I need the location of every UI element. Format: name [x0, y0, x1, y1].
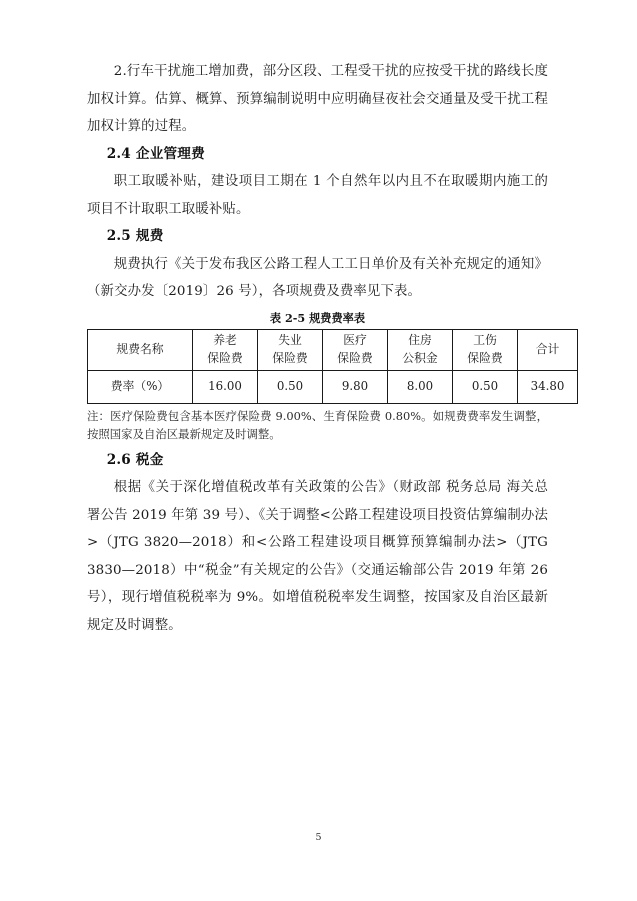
- table-header-cell-name: [88, 329, 193, 370]
- header-text-line2: 公积金: [402, 350, 438, 365]
- table-header-cell-work-injury: [453, 329, 518, 370]
- table-header-cell-housing-fund: [388, 329, 453, 370]
- heading-2-4-enterprise-management-fee: 2.4 企业管理费: [106, 145, 205, 162]
- paragraph-heating-subsidy: 职工取暖补贴，建设项目工期在 1 个自然年以内且不在取暖期内施工的项目不计取职工取暖补贴。: [87, 174, 548, 217]
- table-cell-pension-rate: 16.00: [193, 370, 258, 403]
- header-text-line1: 医疗: [343, 333, 367, 347]
- heading-2-6-tax: 2.6 税金: [106, 451, 164, 468]
- header-text-line1: 住房: [408, 333, 432, 347]
- paragraph-traffic-interference: 2.行车干扰施工增加费，部分区段、工程受干扰的应按受干扰的路线长度加权计算。估算、概算、预算编制说明中应明确昼夜社会交通量及受干扰工程加权计算的过程。: [87, 64, 548, 134]
- table-header-cell-total: [518, 329, 578, 370]
- table-cell-total-rate: 34.80: [518, 370, 578, 403]
- table-header-cell-pension: [193, 329, 258, 370]
- heading-2-5-statutory-fees: 2.5 规费: [106, 228, 164, 244]
- page-number: 5: [315, 832, 322, 843]
- table-header-cell-unemployment: [258, 329, 323, 370]
- table-cell-unemployment-rate: 0.50: [258, 370, 323, 403]
- header-text-line1: 工伤: [473, 333, 497, 347]
- table-cell-work-injury-rate: 0.50: [453, 370, 518, 403]
- table-row: [88, 370, 578, 403]
- header-text-line2: 保险费: [272, 350, 308, 365]
- header-text: 合计: [535, 341, 560, 356]
- table-cell-row-label: 费率（%）: [88, 370, 193, 403]
- table-note: 注：医疗保险费包含基本医疗保险费 9.00%、生育保险费 0.80%。如规费费率发生调整，按照国家及自治区最新规定及时调整。: [87, 408, 548, 441]
- table-header-row: [88, 329, 578, 370]
- paragraph-tax: 根据《关于深化增值税改革有关政策的公告》（财政部 税务总局 海关总署公告 2019 年第 39 号）、《关于调整<公路工程建设项目投资估算编制办法>（JTG 3820—2018）和<公路工程建设项目概算预算编制办法>（JTG 3830—2018）中“税金”有关规定的公告》（交通运输部公告 2019 年第 26 号），现行增值税税率为 9%。如增值税税率发生调整，按国家及自治区最新规定及时调整。: [87, 480, 548, 633]
- table-caption: 表 2-5 规费费率表: [269, 310, 366, 325]
- table-header-cell-medical: [323, 329, 388, 370]
- header-text-line2: 保险费: [337, 350, 373, 365]
- header-text: 规费名称: [116, 341, 164, 356]
- header-text-line1: 养老: [213, 333, 237, 347]
- header-text-line1: 失业: [278, 333, 302, 347]
- header-text-line2: 保险费: [467, 350, 503, 365]
- header-text-line2: 保险费: [207, 350, 243, 365]
- page-content: [87, 58, 565, 639]
- statutory-fee-rate-table: [87, 329, 578, 404]
- table-cell-medical-rate: 9.80: [323, 370, 388, 403]
- table-cell-housing-fund-rate: 8.00: [388, 370, 453, 403]
- paragraph-statutory-fees: 规费执行《关于发布我区公路工程人工工日单价及有关补充规定的通知》（新交办发〔2019〕26 号），各项规费及费率见下表。: [87, 256, 548, 299]
